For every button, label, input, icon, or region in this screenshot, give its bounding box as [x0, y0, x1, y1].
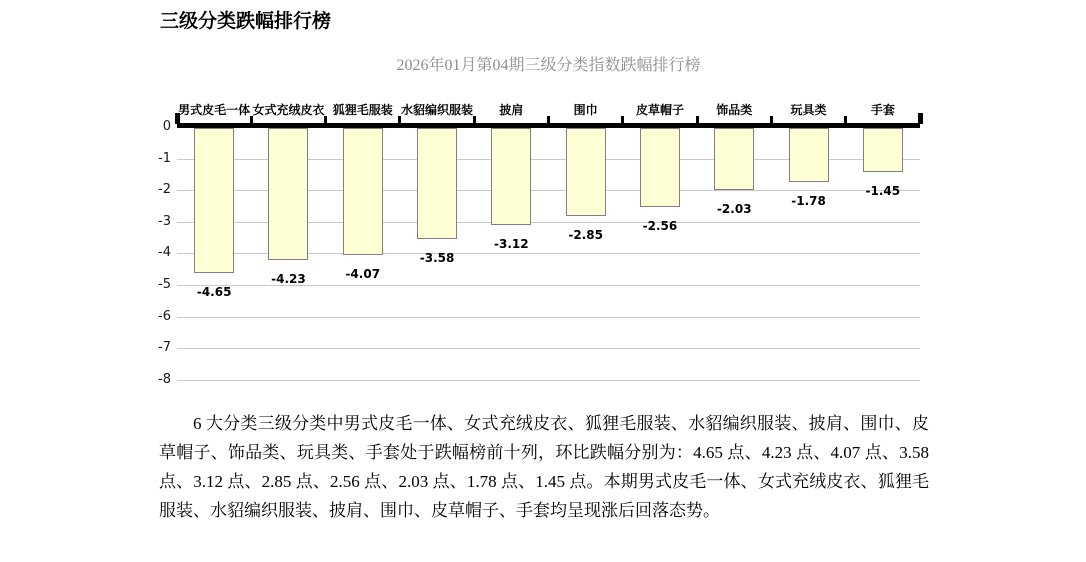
x-axis-tick: [473, 116, 476, 124]
bar-chart: [140, 38, 940, 408]
gridline: [177, 317, 920, 318]
bar: [491, 128, 531, 225]
bar-value-label: -2.85: [568, 228, 603, 243]
category-label: 围巾: [573, 103, 598, 117]
y-axis-tick-label: 0: [162, 119, 171, 134]
page-title: 三级分类跌幅排行榜: [160, 11, 332, 32]
y-axis-tick-label: -1: [158, 150, 171, 166]
bar: [714, 128, 754, 190]
bar-value-label: -4.65: [196, 284, 232, 299]
category-label: 手套: [870, 103, 895, 117]
x-axis-tick: [547, 116, 550, 124]
bar: [417, 128, 457, 239]
category-label: 女式充绒皮衣: [252, 103, 325, 117]
bar-value-label: -3.58: [419, 251, 455, 266]
gridline: [177, 380, 920, 381]
bar: [566, 128, 606, 216]
y-axis-tick-label: -8: [158, 371, 171, 387]
bar: [194, 128, 234, 273]
bar-value-label: -3.12: [494, 236, 529, 251]
chart-title: 2026年01月第04期三级分类指数跌幅排行榜: [396, 57, 701, 74]
category-label: 玩具类: [790, 103, 827, 117]
bar-value-label: -2.56: [642, 218, 678, 233]
y-axis-tick-label: -5: [158, 277, 171, 292]
bar-value-label: -4.23: [271, 271, 306, 286]
x-axis-tick: [696, 116, 699, 124]
bar: [863, 128, 903, 172]
category-label: 皮草帽子: [635, 103, 684, 117]
category-label: 狐狸毛服装: [332, 103, 393, 117]
bar-value-label: -4.07: [345, 266, 381, 281]
bar: [343, 128, 383, 255]
x-axis-tick: [844, 116, 847, 124]
y-axis-tick-label: -7: [158, 340, 171, 356]
gridline: [177, 348, 920, 349]
x-axis-tick: [770, 116, 773, 124]
bar: [268, 128, 308, 260]
y-axis-tick-label: -3: [158, 213, 171, 229]
category-label: 男式皮毛一体: [178, 103, 251, 117]
summary-paragraph: 6 大分类三级分类中男式皮毛一体、女式充绒皮衣、狐狸毛服装、水貂编织服装、披肩、围巾、皮草帽子、饰品类、玩具类、手套处于跌幅榜前十列，环比跌幅分别为：4.65 点、4.23 点、4.07 点、3.58 点、3.12 点、2.85 点、2.56 点、2.03 点、1.78 点、1.45 点。本期男式皮毛一体、女式充绒皮衣、狐狸毛服装、水貂编织服装、披肩、围巾、皮草帽子、手套均呈现涨后回落态势。: [159, 414, 929, 520]
y-axis-tick-label: -6: [158, 308, 171, 324]
x-axis-tick: [250, 116, 253, 124]
x-axis-tick: [324, 116, 327, 124]
bar: [789, 128, 829, 182]
y-axis-tick-label: -2: [158, 182, 171, 198]
x-axis-tick: [398, 116, 401, 124]
bar: [640, 128, 680, 207]
y-axis-tick-label: -4: [158, 245, 171, 261]
x-axis-tick: [621, 116, 624, 124]
category-label: 披肩: [499, 103, 524, 117]
bar-value-label: -1.78: [791, 194, 826, 209]
bar-value-label: -2.03: [716, 202, 752, 217]
bar-value-label: -1.45: [865, 183, 901, 198]
category-label: 水貂编织服装: [401, 103, 474, 117]
category-label: 饰品类: [716, 103, 753, 117]
